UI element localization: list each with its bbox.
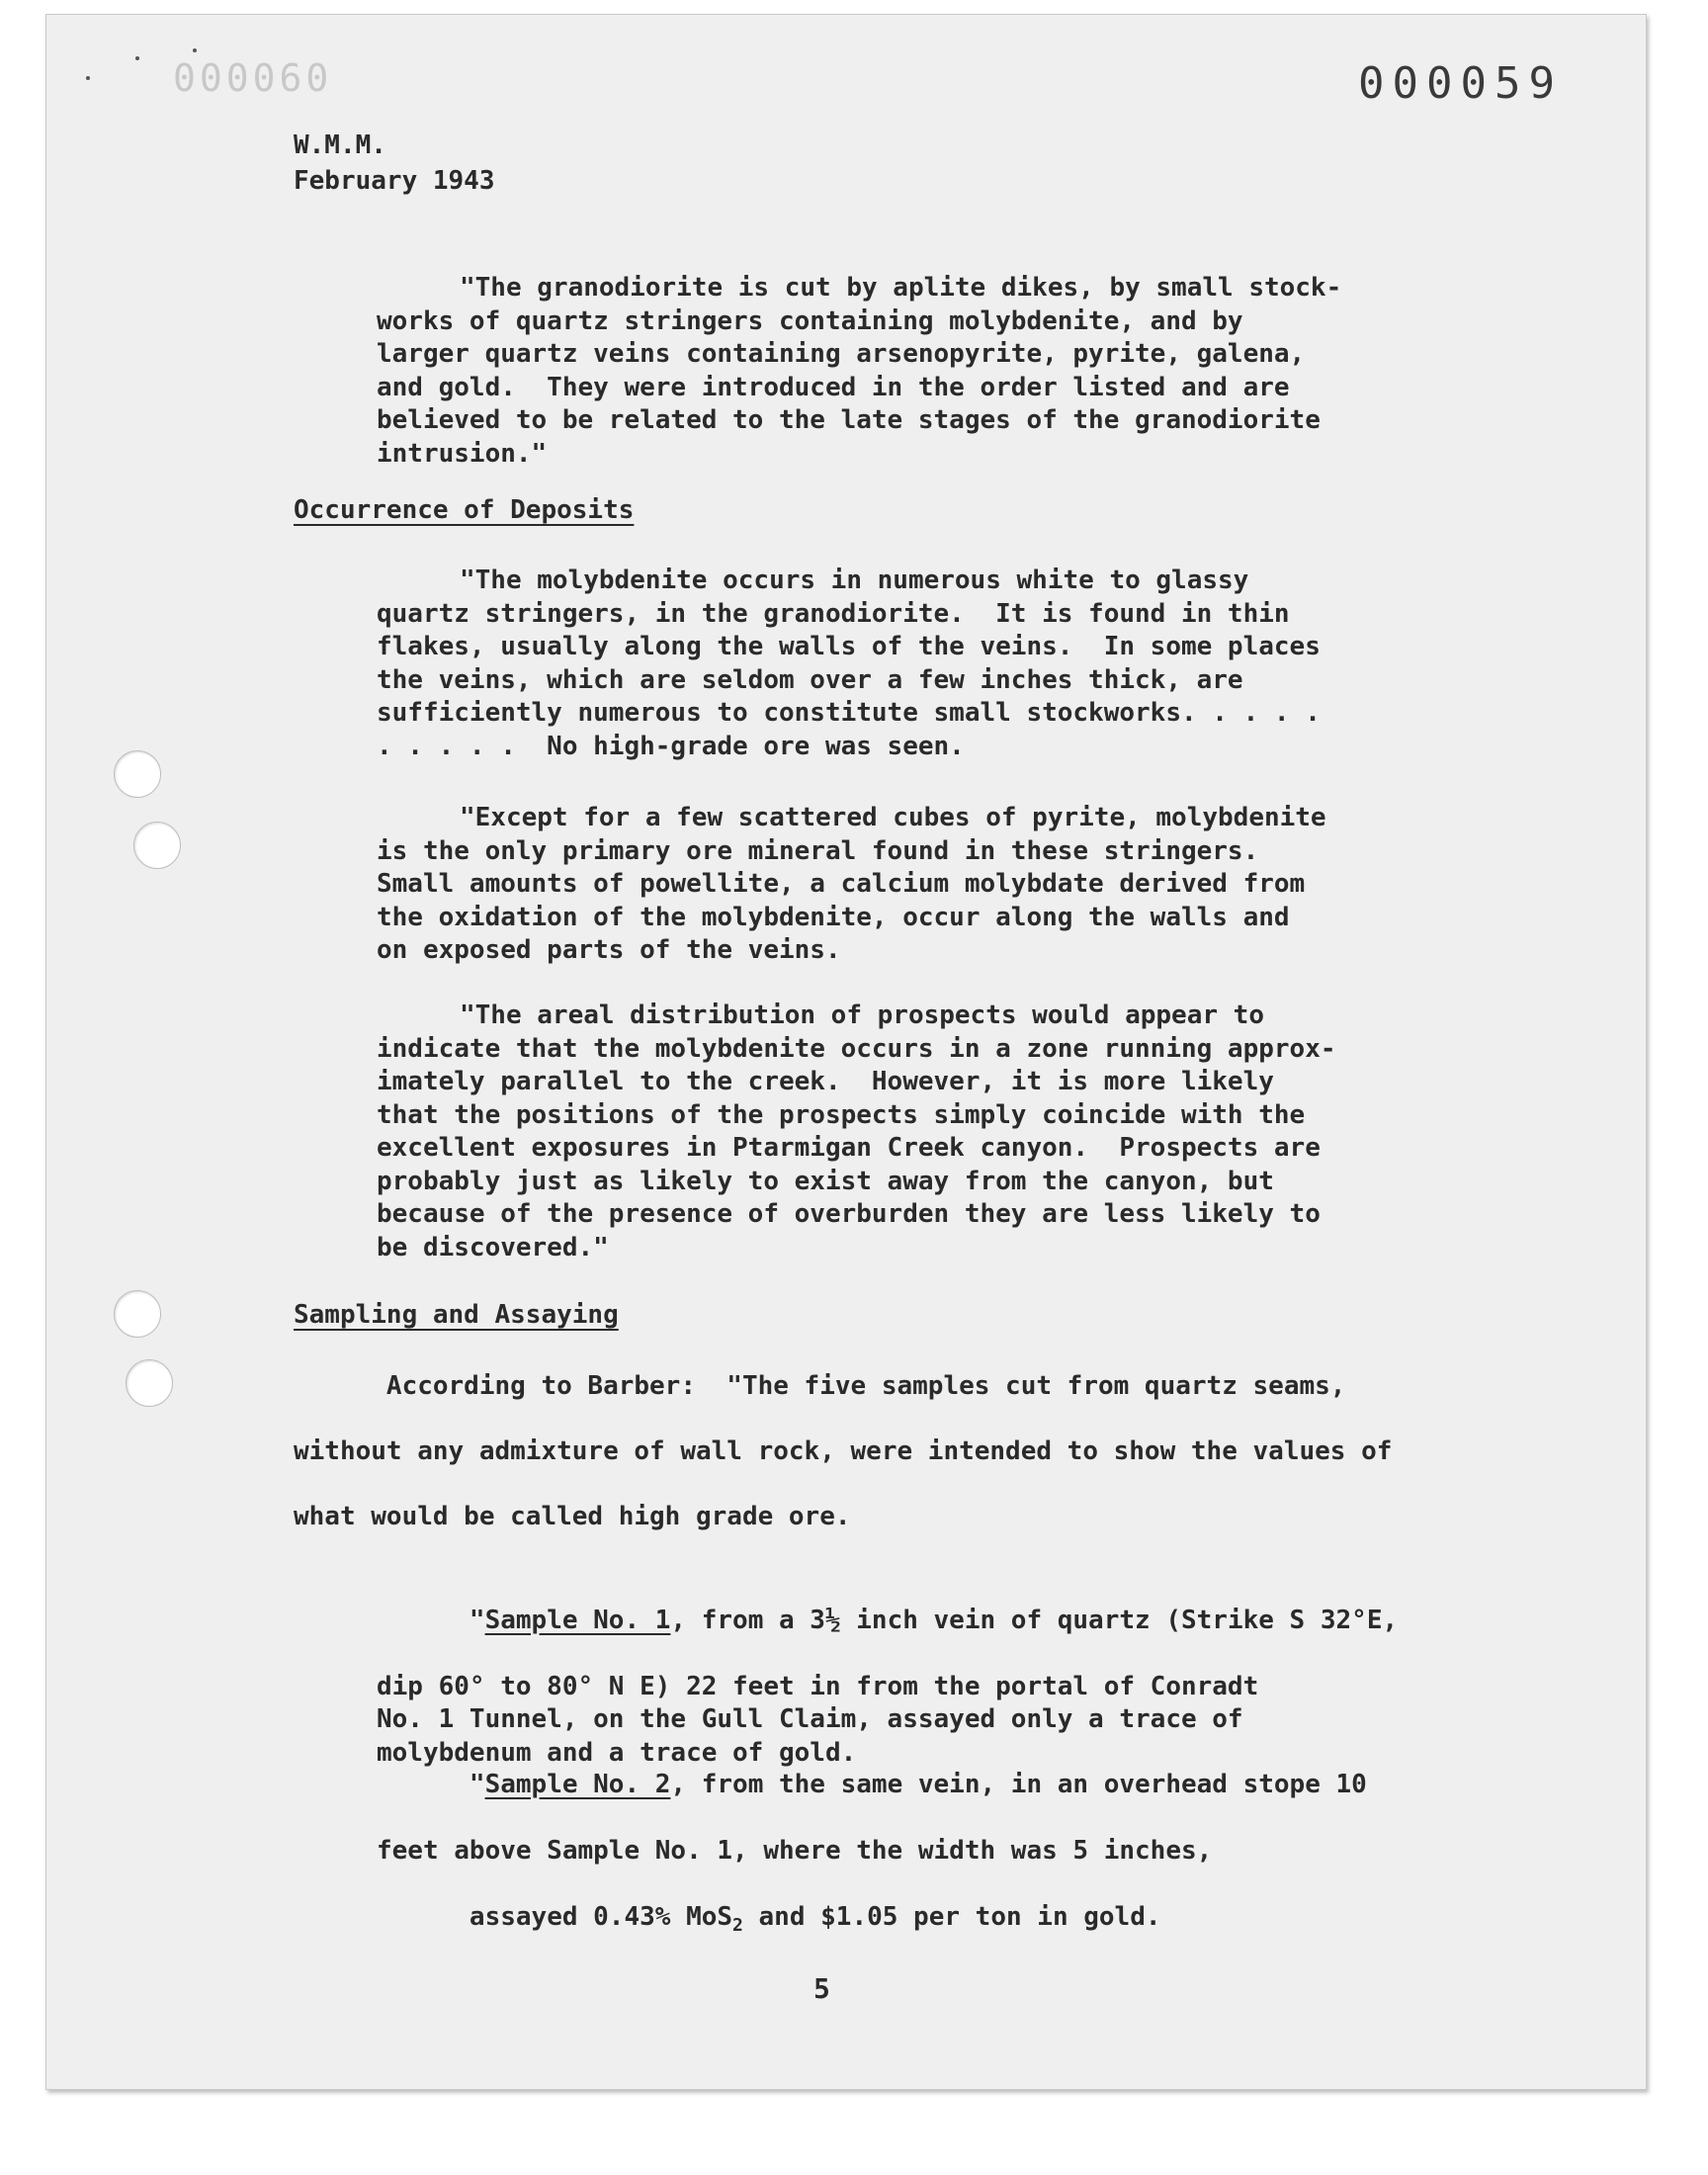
- text-fragment: , from a 3½ inch vein of quartz (Strike S 32°E,: [670, 1605, 1399, 1635]
- text-line: is the only primary ore mineral found in these stringers.: [377, 835, 1259, 866]
- binder-hole: [133, 822, 181, 869]
- barber-line: According to Barber: "The five samples cut from quartz seams,: [294, 1371, 1346, 1401]
- author-initials: W.M.M.: [294, 130, 386, 160]
- text-line: sufficiently numerous to constitute small stockworks. . . . .: [377, 698, 1321, 728]
- text-line: "The molybdenite occurs in numerous white to glassy: [460, 566, 1249, 595]
- text-line: the veins, which are seldom over a few inches thick, are: [377, 664, 1243, 695]
- text-line: "The areal distribution of prospects would appear to: [460, 1000, 1264, 1030]
- occurrence-paragraph-3: [377, 1000, 1444, 1264]
- text-line: imately parallel to the creek. However, it is more likely: [377, 1067, 1274, 1096]
- ink-speck: [135, 56, 139, 60]
- text-line: indicate that the molybdenite occurs in a zone running approx-: [377, 1033, 1336, 1064]
- text-line: excellent exposures in Ptarmigan Creek canyon. Prospects are: [377, 1133, 1321, 1163]
- occurrence-paragraph-2: [377, 802, 1444, 968]
- sample-2-label: Sample No. 2: [484, 1769, 671, 1799]
- text-line: intrusion.": [377, 438, 548, 469]
- text-line: probably just as likely to exist away from the canyon, but: [377, 1166, 1274, 1196]
- text-line: that the positions of the prospects simply coincide with the: [377, 1099, 1306, 1130]
- sample-1-label: Sample No. 1: [484, 1605, 671, 1635]
- text-fragment: and $1.05 per ton in gold.: [742, 1901, 1161, 1932]
- barber-line: without any admixture of wall rock, were intended to show the values of: [294, 1436, 1393, 1466]
- text-line: Small amounts of powellite, a calcium molybdate derived from: [377, 869, 1306, 899]
- text-line: because of the presence of overburden they are less likely to: [377, 1199, 1321, 1229]
- ink-speck: [193, 48, 197, 52]
- binder-hole: [126, 1359, 173, 1407]
- quote-mark: ": [469, 1605, 485, 1635]
- text-line: and gold. They were introduced in the order listed and are: [377, 372, 1290, 402]
- binder-hole: [114, 1290, 161, 1338]
- bleed-through-number: 000060: [173, 56, 333, 100]
- text-line: works of quartz stringers containing molybdenite, and by: [377, 305, 1243, 336]
- text-line: . . . . . No high-grade ore was seen.: [377, 731, 965, 761]
- page-number: 5: [813, 1972, 830, 2005]
- text-line: quartz stringers, in the granodiorite. It is found in thin: [377, 598, 1290, 629]
- text-line: "The granodiorite is cut by aplite dikes, by small stock-: [460, 273, 1342, 303]
- text-line: molybdenum and a trace of gold.: [377, 1737, 857, 1768]
- text-line: dip 60° to 80° N E) 22 feet in from the portal of Conradt: [377, 1671, 1259, 1701]
- binder-hole: [114, 750, 161, 798]
- text-line: believed to be related to the late stages of the granodiorite: [377, 405, 1321, 435]
- text-line: feet above Sample No. 1, where the width was 5 inches,: [377, 1835, 1213, 1866]
- text-fragment: assayed 0.43% MoS: [469, 1901, 733, 1932]
- heading-sampling-and-assaying: Sampling and Assaying: [294, 1300, 619, 1330]
- subscript-2: 2: [732, 1914, 743, 1936]
- text-line: the oxidation of the molybdenite, occur along the walls and: [377, 902, 1290, 932]
- text-fragment: , from the same vein, in an overhead stope 10: [670, 1769, 1367, 1799]
- sample-2-paragraph: [377, 1735, 1444, 1975]
- occurrence-paragraph-1: [377, 565, 1444, 763]
- granodiorite-quote: [377, 272, 1444, 471]
- document-page: [45, 14, 1647, 2090]
- barber-line: what would be called high grade ore.: [294, 1502, 851, 1531]
- text-line: flakes, usually along the walls of the veins. In some places: [377, 632, 1321, 661]
- text-line: No. 1 Tunnel, on the Gull Claim, assayed only a trace of: [377, 1704, 1243, 1734]
- text-line: larger quartz veins containing arsenopyrite, pyrite, galena,: [377, 339, 1306, 369]
- quote-mark: ": [469, 1769, 485, 1799]
- text-line: be discovered.": [377, 1232, 609, 1262]
- page-stamp-number: 000059: [1358, 58, 1563, 109]
- heading-occurrence-of-deposits: Occurrence of Deposits: [294, 495, 635, 525]
- ink-speck: [86, 76, 90, 80]
- document-date: February 1943: [294, 166, 495, 196]
- text-line: on exposed parts of the veins.: [377, 935, 841, 965]
- text-line: "Except for a few scattered cubes of pyrite, molybdenite: [460, 803, 1326, 832]
